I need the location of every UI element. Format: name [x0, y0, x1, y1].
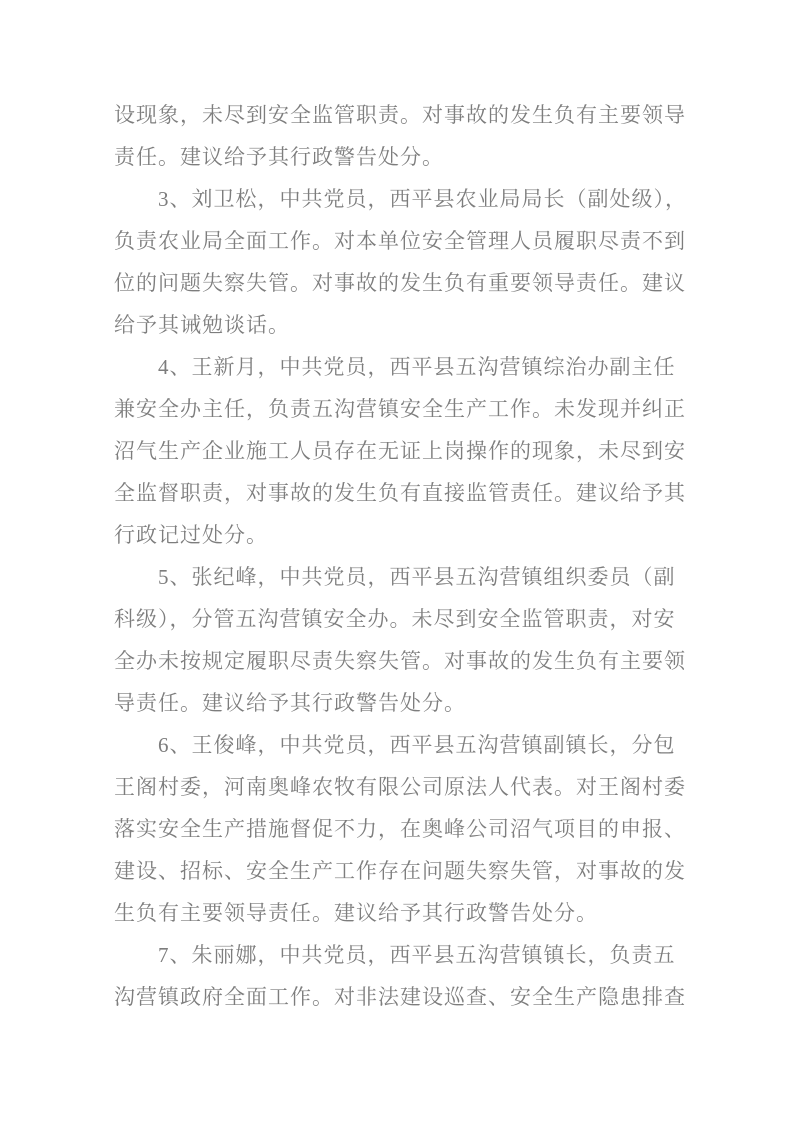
text-line: 责任。建议给予其行政警告处分。 [114, 145, 444, 169]
text-line: 落实安全生产措施督促不力，在奥峰公司沼气项目的申报、 [114, 817, 686, 841]
text-line: 6、王俊峰，中共党员，西平县五沟营镇副镇长，分包 [158, 733, 676, 757]
text-line: 沟营镇政府全面工作。对非法建设巡查、安全生产隐患排查 [114, 985, 686, 1009]
text-line: 建设、招标、安全生产工作存在问题失察失管，对事故的发 [114, 859, 686, 883]
text-line: 3、刘卫松，中共党员，西平县农业局局长（副处级）， [158, 187, 687, 211]
text-line: 负责农业局全面工作。对本单位安全管理人员履职尽责不到 [114, 229, 686, 253]
text-line: 沼气生产企业施工人员存在无证上岗操作的现象，未尽到安 [114, 439, 686, 463]
text-line: 导责任。建议给予其行政警告处分。 [114, 691, 466, 715]
text-line: 王阁村委，河南奥峰农牧有限公司原法人代表。对王阁村委 [114, 775, 686, 799]
text-line: 位的问题失察失管。对事故的发生负有重要领导责任。建议 [114, 271, 686, 295]
text-line: 设现象，未尽到安全监管职责。对事故的发生负有主要领导 [114, 103, 686, 127]
document-body [114, 94, 692, 1018]
text-line: 兼安全办主任，负责五沟营镇安全生产工作。未发现并纠正 [114, 397, 686, 421]
text-line: 全办未按规定履职尽责失察失管。对事故的发生负有主要领 [114, 649, 686, 673]
text-line: 生负有主要领导责任。建议给予其行政警告处分。 [114, 901, 598, 925]
text-line: 全监督职责，对事故的发生负有直接监管责任。建议给予其 [114, 481, 686, 505]
text-line: 科级），分管五沟营镇安全办。未尽到安全监管职责，对安 [114, 607, 676, 631]
text-line: 给予其诫勉谈话。 [114, 313, 290, 337]
text-line: 行政记过处分。 [114, 523, 268, 547]
text-line: 7、朱丽娜，中共党员，西平县五沟营镇镇长，负责五 [158, 943, 676, 967]
text-line: 4、王新月，中共党员，西平县五沟营镇综治办副主任 [158, 355, 676, 379]
text-line: 5、张纪峰，中共党员，西平县五沟营镇组织委员（副 [158, 565, 676, 589]
